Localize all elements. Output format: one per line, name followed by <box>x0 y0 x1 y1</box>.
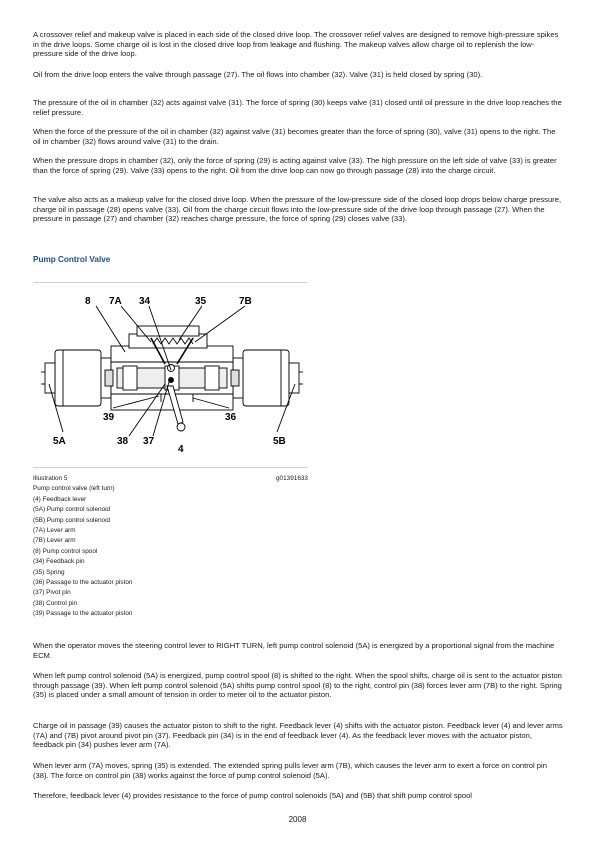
callout-34: 34 <box>139 296 151 307</box>
paragraph-actuator-shift: Charge oil in passage (39) causes the actuator piston to shift to the right. Feedback lever (4) shifts with the actuator piston. Feedback lever (4) and lever arms (7A) and (7B) pivot around pivot pin (37). Feedback pin (34) is in the end of feedback lever (4). As the feedback lever moves with the actuator piston, feedback pin (34) pushes lever arm (7A). <box>33 721 563 750</box>
paragraph-makeup-valve: The valve also acts as a makeup valve for the closed drive loop. When the pressure of the low-pressure side of the closed loop drops below charge pressure, charge oil in passage (28) opens valve (33). Oil from the charge circuit flows into the low-pressure side of the drive loop through passage (27). When the pressure in passage (27) and chamber (32) reaches charge pressure, the force of spring (29) closes valve (33). <box>33 195 562 224</box>
callout-35: 35 <box>195 296 207 307</box>
figure-top-rule <box>33 282 308 283</box>
paragraph-right-turn: When the operator moves the steering control lever to RIGHT TURN, left pump control solenoid (5A) is energized by a proportional signal from the machine ECM. <box>33 641 555 660</box>
caption-item: (35) Spring <box>33 568 65 576</box>
callout-38: 38 <box>117 436 129 447</box>
paragraph-feedback-resistance: Therefore, feedback lever (4) provides resistance to the force of pump control solenoids (5A) and (5B) that shift pump control spool <box>33 791 472 800</box>
caption-item: (7B) Lever arm <box>33 537 76 545</box>
caption-item: (38) Control pin <box>33 599 78 607</box>
callout-39: 39 <box>103 412 115 423</box>
paragraph-chamber-pressure: The pressure of the oil in chamber (32) acts against valve (31). The force of spring (30) keeps valve (31) closed until oil pressure in the drive loop reaches the relief pressure. <box>33 98 562 117</box>
callout-5b: 5B <box>273 436 286 447</box>
figure-bottom-rule <box>33 467 308 468</box>
paragraph-valve-opens: When the force of the pressure of the oil in chamber (32) against valve (31) becomes greater than the force of spring (30), valve (31) opens to the right. The oil in chamber (32) flows around valve (31) to the drain. <box>33 127 556 146</box>
caption-item: (4) Feedback lever <box>33 495 87 503</box>
illustration-number: Illustration 5 <box>33 475 68 482</box>
caption-item: (39) Passage to the actuator piston <box>33 610 133 618</box>
graphic-code: g01391633 <box>276 475 308 482</box>
callout-4: 4 <box>178 444 184 455</box>
callout-37: 37 <box>143 436 155 447</box>
callout-36: 36 <box>225 412 237 423</box>
callout-8: 8 <box>85 296 91 307</box>
section-heading: Pump Control Valve <box>33 255 111 264</box>
pump-control-valve-illustration <box>33 286 309 458</box>
paragraph-pressure-drops: When the pressure drops in chamber (32), only the force of spring (29) is acting against valve (33). The high pressure on the left side of valve (33) is greater than the force of spring (29). Valve (33) opens to the right. Oil from the drive loop can now go through passage (28) into the charge circuit. <box>33 156 557 175</box>
caption-item: (37) Pivot pin <box>33 589 71 597</box>
callout-7b: 7B <box>239 296 252 307</box>
paragraph-drive-loop-entry: Oil from the drive loop enters the valve through passage (27). The oil flows into chamber (32). Valve (31) is held closed by spring (30). <box>33 70 483 79</box>
caption-item: (5A) Pump control solenoid <box>33 506 111 514</box>
caption-item: (34) Feedback pin <box>33 558 85 566</box>
caption-item: (5B) Pump control solenoid <box>33 516 111 524</box>
caption-item: (7A) Lever arm <box>33 527 76 535</box>
paragraph-crossover-relief: A crossover relief and makeup valve is placed in each side of the closed drive loop. The crossover relief valves are designed to remove high-pressure spikes in the drive loops. Some charge oil is lost in the closed drive loop from leakage and flushing. The makeup valves allow charge oil to replenish the low-pressure side of the drive loop. <box>33 30 559 59</box>
callout-5a: 5A <box>53 436 66 447</box>
caption-header <box>33 474 308 484</box>
caption-item: (36) Passage to the actuator piston <box>33 579 133 587</box>
paragraph-spool-shift: When left pump control solenoid (5A) is energized, pump control spool (8) is shifted to the right. When the spool shifts, charge oil is sent to the actuator piston through passage (39). When left pump control solenoid (5A) shifts pump control spool (8) to the right, control pin (38) forces lever arm (7B) to the right. Spring (35) is placed under a small amount of tension in order to meter oil to the actuator piston. <box>33 671 562 700</box>
caption-title: Pump control valve (left turn) <box>33 485 115 493</box>
paragraph-lever-arm: When lever arm (7A) moves, spring (35) is extended. The extended spring pulls lever arm (7B), which causes the lever arm to exert a force on control pin (38). The force on control pin (38) works against the force of pump control solenoid (5A). <box>33 761 547 780</box>
caption-item: (8) Pump control spool <box>33 547 98 555</box>
page-number: 2008 <box>288 815 307 824</box>
callout-7a: 7A <box>109 296 122 307</box>
figure-caption <box>33 474 308 620</box>
